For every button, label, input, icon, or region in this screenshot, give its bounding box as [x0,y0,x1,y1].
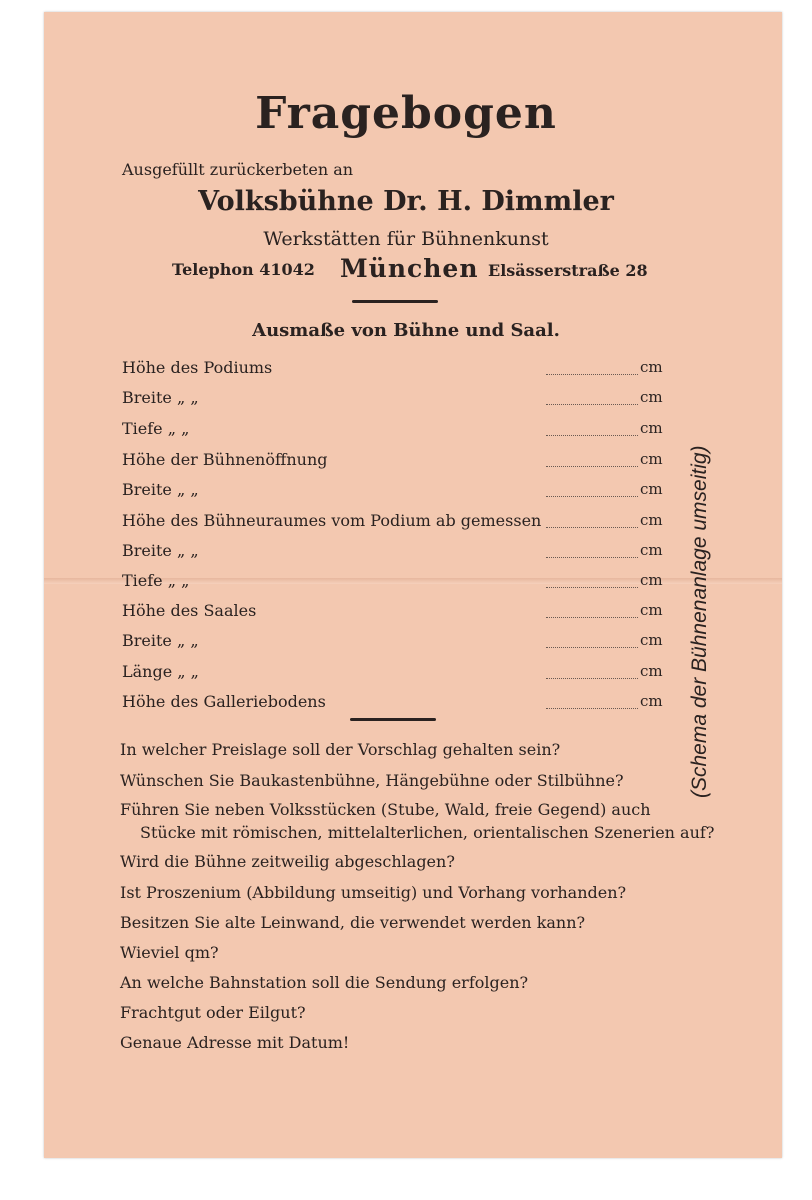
page-title: Fragebogen [255,88,557,139]
measure-label: Höhe des Bühneuraumes vom Podium ab gemessen [122,511,542,530]
unit-label: cm [640,358,663,376]
measure-row [122,480,667,504]
organization-name: Volksbühne Dr. H. Dimmler [198,186,614,217]
unit-label: cm [640,511,663,529]
measure-row [122,358,667,382]
measure-label: Breite „ „ [122,541,199,560]
question-line: Führen Sie neben Volksstücken (Stube, Wald, freie Gegend) auch [120,800,651,819]
divider-top [352,300,438,303]
measure-row [122,419,667,443]
unit-label: cm [640,450,663,468]
measure-row [122,511,667,535]
question-line: Wünschen Sie Baukastenbühne, Hängebühne oder Stilbühne? [120,771,624,790]
subtitle: Ausgefüllt zurückerbeten an [122,160,354,179]
measure-row [122,662,667,686]
measure-label: Höhe des Saales [122,601,257,620]
question-line: Wieviel qm? [120,943,219,962]
unit-label: cm [640,419,663,437]
measure-label: Tiefe „ „ [122,571,190,590]
measurements-heading: Ausmaße von Bühne und Saal. [252,320,560,341]
question-line: Frachtgut oder Eilgut? [120,1003,306,1022]
fill-in-line[interactable] [546,587,638,588]
measure-label: Breite „ „ [122,631,199,650]
fill-in-line[interactable] [546,435,638,436]
side-note: (Schema der Bühnenanlage umseitig) [688,445,711,798]
measure-row [122,541,667,565]
fill-in-line[interactable] [546,404,638,405]
fill-in-line[interactable] [546,678,638,679]
workshop-line: Werkstätten für Bühnenkunst [263,228,549,250]
divider-bottom [350,718,436,721]
question-line: Besitzen Sie alte Leinwand, die verwendet werden kann? [120,913,586,932]
question-line: An welche Bahnstation soll die Sendung erfolgen? [120,973,529,992]
phone-number: Telephon 41042 [172,260,315,279]
street-address: Elsässerstraße 28 [488,261,648,280]
unit-label: cm [640,662,663,680]
question-line: Ist Proszenium (Abbildung umseitig) und Vorhang vorhanden? [120,883,627,902]
unit-label: cm [640,601,663,619]
measure-row [122,450,667,474]
fill-in-line[interactable] [546,617,638,618]
fill-in-line[interactable] [546,527,638,528]
fill-in-line[interactable] [546,708,638,709]
measure-label: Breite „ „ [122,388,199,407]
fill-in-line[interactable] [546,466,638,467]
fill-in-line[interactable] [546,647,638,648]
measure-row [122,388,667,412]
question-line: Genaue Adresse mit Datum! [120,1033,350,1052]
measure-label: Höhe des Podiums [122,358,273,377]
unit-label: cm [640,631,663,649]
unit-label: cm [640,480,663,498]
measure-row [122,571,667,595]
fill-in-line[interactable] [546,496,638,497]
city-name: München [340,254,479,283]
question-line: Stücke mit römischen, mittelalterlichen, orientalischen Szenerien auf? [140,823,715,842]
unit-label: cm [640,388,663,406]
measure-label: Höhe der Bühnenöffnung [122,450,328,469]
measure-label: Tiefe „ „ [122,419,190,438]
measure-label: Höhe des Galleriebodens [122,692,326,711]
unit-label: cm [640,692,663,710]
measure-row [122,601,667,625]
measure-row [122,692,667,716]
fill-in-line[interactable] [546,374,638,375]
question-line: Wird die Bühne zeitweilig abgeschlagen? [120,852,455,871]
measure-label: Breite „ „ [122,480,199,499]
unit-label: cm [640,541,663,559]
question-line: In welcher Preislage soll der Vorschlag gehalten sein? [120,740,561,759]
fill-in-line[interactable] [546,557,638,558]
unit-label: cm [640,571,663,589]
measure-label: Länge „ „ [122,662,199,681]
measure-row [122,631,667,655]
